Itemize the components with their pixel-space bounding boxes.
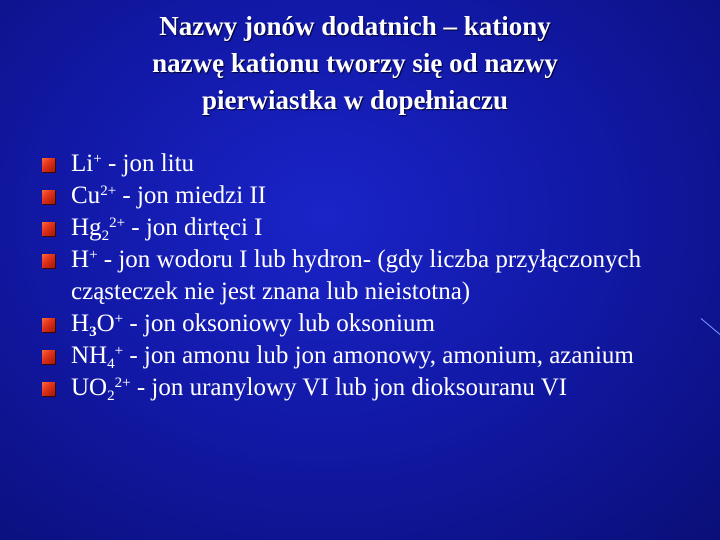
- ion-charge: +: [89, 246, 98, 263]
- ion-formula: NH: [71, 342, 108, 369]
- ion-description: - jon oksoniowy lub oksonium: [123, 310, 435, 337]
- ion-description: - jon dirtęci I: [125, 214, 263, 241]
- ion-charge: +: [93, 150, 102, 167]
- square-bullet-icon: [42, 254, 55, 268]
- ion-description: - jon litu: [101, 150, 195, 177]
- bullet-item-h: [42, 244, 682, 308]
- bullet-item-hg: [42, 212, 682, 244]
- ion-charge: 2+: [109, 214, 126, 231]
- bullet-item-nh4: [42, 340, 682, 372]
- ion-description: - jon miedzi II: [116, 182, 267, 209]
- decorative-line: [701, 318, 720, 341]
- ion-subscript: 4: [107, 355, 115, 372]
- ion-formula: Li: [71, 150, 94, 177]
- square-bullet-icon: [42, 222, 55, 236]
- ion-description: - jon uranylowy VI lub jon dioksouranu VI: [130, 374, 568, 401]
- square-bullet-icon: [42, 190, 55, 204]
- ion-charge: +: [114, 310, 124, 327]
- ion-subscript: 2: [107, 387, 115, 404]
- ion-formula: UO: [71, 374, 108, 401]
- ion-charge: +: [114, 342, 124, 359]
- square-bullet-icon: [42, 158, 55, 172]
- ion-formula-part: O: [96, 310, 115, 337]
- square-bullet-icon: [42, 350, 55, 364]
- ion-formula: Hg: [71, 214, 102, 241]
- ion-subscript: 3: [89, 323, 97, 340]
- title-line-1: Nazwy jonów dodatnich – kationy: [159, 11, 551, 41]
- ion-charge: 2+: [114, 374, 131, 391]
- ion-description: - jon wodoru I lub hydron- (gdy liczba przyłączonych cząsteczek nie jest znana lub nieistotna): [71, 246, 642, 305]
- ion-formula: H: [71, 310, 90, 337]
- ion-charge: 2+: [100, 182, 117, 199]
- square-bullet-icon: [42, 318, 55, 332]
- square-bullet-icon: [42, 382, 55, 396]
- bullet-item-li: [42, 148, 682, 180]
- bullet-item-cu: [42, 180, 682, 212]
- bullet-item-uo2: [42, 372, 682, 404]
- ion-formula: Cu: [71, 182, 101, 209]
- bullet-list: [42, 148, 682, 404]
- bullet-item-h3o: [42, 308, 682, 340]
- ion-formula: H: [71, 246, 90, 273]
- ion-description: - jon amonu lub jon amonowy, amonium, azanium: [123, 342, 634, 369]
- slide-title: [70, 8, 640, 119]
- title-line-2: nazwę kationu tworzy się od nazwy: [152, 48, 558, 78]
- ion-subscript: 2: [101, 227, 110, 244]
- title-line-3: pierwiastka w dopełniaczu: [201, 85, 509, 115]
